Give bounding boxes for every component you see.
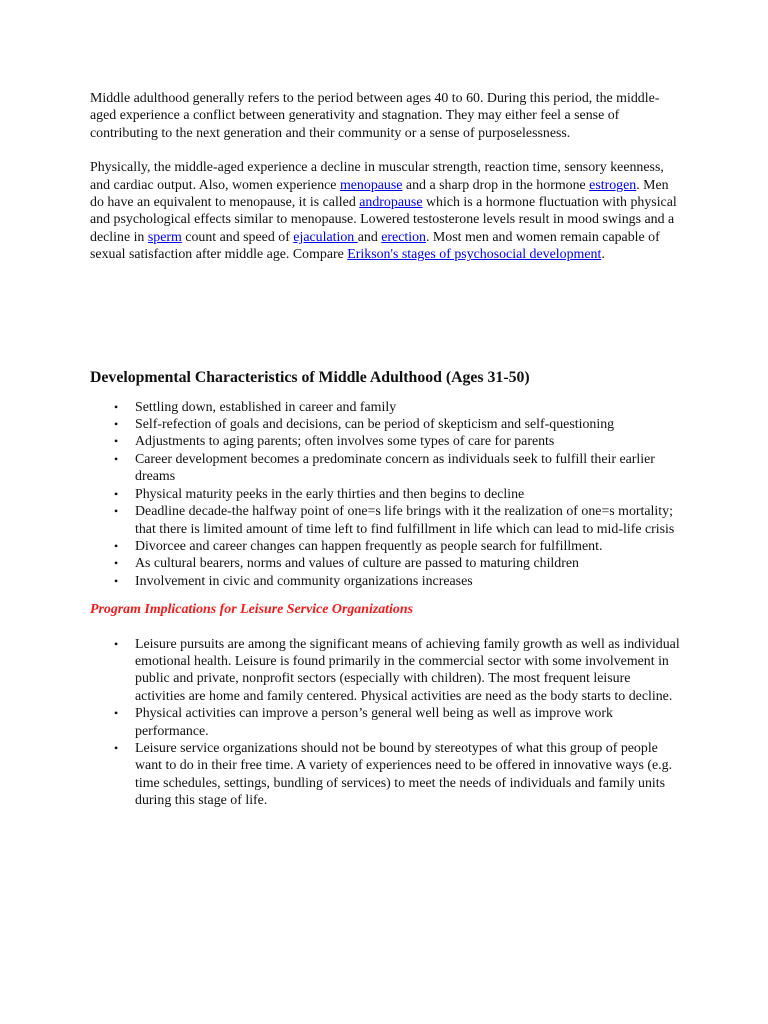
document-page <box>90 90 680 810</box>
list-item-text: As cultural bearers, norms and values of culture are passed to maturing children <box>135 556 579 572</box>
implications-list <box>90 636 680 810</box>
bullet-icon: • <box>114 504 119 519</box>
list-item <box>90 636 680 706</box>
list-item <box>90 555 680 572</box>
list-item-text: Self-refection of goals and decisions, can be period of skepticism and self-questioning <box>135 417 615 433</box>
section-heading: Developmental Characteristics of Middle Adulthood (Ages 31-50) <box>90 368 530 386</box>
menopause-link[interactable]: menopause <box>339 177 403 193</box>
bullet-icon: • <box>114 434 119 449</box>
list-item-text: Physical maturity peeks in the early thirties and then begins to decline <box>135 486 525 502</box>
list-item <box>90 573 680 590</box>
bullet-icon: • <box>114 399 119 414</box>
list-item <box>90 503 680 538</box>
intro-paragraph: Middle adulthood generally refers to the period between ages 40 to 60. During this period, the middle-aged experience a conflict between generativity and stagnation. They may either feel a sense of contributing to the next generation and their community or a sense of purposelessness. <box>90 91 660 141</box>
paragraph-text: . Men do have an equivalent to menopause, it is called <box>90 177 669 211</box>
ejaculation-link[interactable]: ejaculation <box>293 229 358 245</box>
erikson-stages-link[interactable]: Erikson's stages of psychosocial development <box>347 247 602 263</box>
paragraph-text: count and speed of <box>181 229 294 245</box>
list-item-text: Settling down, established in career and family <box>135 399 397 415</box>
bullet-icon: • <box>114 573 119 588</box>
list-item-text: Deadline decade-the halfway point of one=s life brings with it the realization of one=s mortality; that there is limited amount of time left to find fulfillment in life which can lead to mid-life crisis <box>135 504 675 537</box>
characteristics-list <box>90 399 680 590</box>
bullet-icon: • <box>114 556 119 571</box>
sperm-link[interactable]: sperm <box>147 229 182 245</box>
list-item <box>90 486 680 503</box>
bullet-icon: • <box>114 451 119 466</box>
program-heading: Program Implications for Leisure Service Organizations <box>90 602 413 618</box>
list-item-text: Physical activities can improve a person’s general well being as well as improve work performance. <box>135 706 613 739</box>
list-item <box>90 740 680 810</box>
paragraph-text: . Most men and women remain capable of sexual satisfaction after middle age. Compare <box>90 229 660 263</box>
physical-changes-paragraph <box>90 159 680 263</box>
list-item <box>90 538 680 555</box>
list-item <box>90 451 680 486</box>
list-item-text: Leisure pursuits are among the significant means of achieving family growth as well as individual emotional health. Leisure is found primarily in the commercial sector with some involvement in public and private, nonprofit sectors (especially with children). The most frequent leisure activities are home and family centered. Physical activities are need as the body starts to decline. <box>135 636 680 704</box>
bullet-icon: • <box>114 538 119 553</box>
bullet-icon: • <box>114 417 119 432</box>
list-item <box>90 705 680 740</box>
paragraph-text: Physically, the middle-aged experience a decline in muscular strength, reaction time, sensory keenness, and cardiac output. Also, women experience <box>90 160 664 193</box>
list-item-text: Involvement in civic and community organizations increases <box>135 573 473 589</box>
list-item-text: Adjustments to aging parents; often involves some types of care for parents <box>135 434 555 450</box>
list-item <box>90 433 680 450</box>
list-item-text: Career development becomes a predominate concern as individuals seek to fulfill their earlier dreams <box>135 451 655 485</box>
list-item <box>90 416 680 433</box>
list-item-text: Leisure service organizations should not be bound by stereotypes of what this group of people want to do in their free time. A variety of experiences need to be offered in innovative ways (e.g. time schedules, settings, bundling of services) to meet the needs of individuals and family units during this stage of life. <box>135 740 673 809</box>
erection-link[interactable]: erection <box>381 229 426 245</box>
paragraph-text: which is a hormone fluctuation with physical and psychological effects similar to menopause. Lowered testosterone levels result in mood swings and a decline in <box>90 195 677 245</box>
bullet-icon: • <box>114 636 119 651</box>
list-item <box>90 399 680 416</box>
bullet-icon: • <box>114 706 119 721</box>
bullet-icon: • <box>114 740 119 755</box>
paragraph-text: and a sharp drop in the hormone <box>402 177 590 193</box>
list-item-text: Divorcee and career changes can happen frequently as people search for fulfillment. <box>135 538 603 554</box>
paragraph-text: . <box>601 247 605 263</box>
andropause-link[interactable]: andropause <box>359 195 423 211</box>
bullet-icon: • <box>114 486 119 501</box>
spacer <box>90 264 680 368</box>
paragraph-text: and <box>357 229 382 245</box>
program-heading-wrap <box>90 601 680 618</box>
estrogen-link[interactable]: estrogen <box>589 177 637 193</box>
